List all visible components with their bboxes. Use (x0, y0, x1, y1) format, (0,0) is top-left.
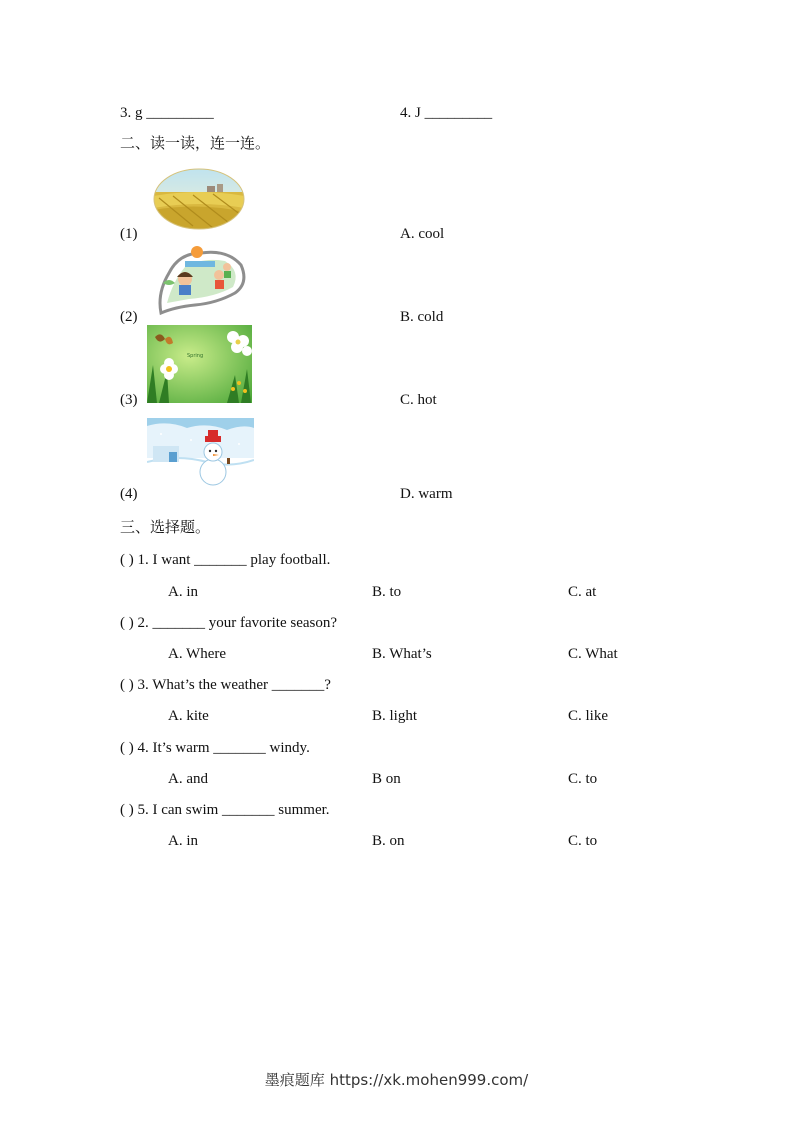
question-3-option-a: A. kite (168, 708, 209, 724)
item-1-num: (1) (120, 226, 138, 242)
option-a: A. cool (400, 226, 445, 242)
kids-playing-picture (155, 243, 247, 316)
field-picture (153, 168, 245, 230)
question-1-stem: ( ) 1. I want _______ play football. (120, 552, 331, 568)
question-5-option-b: B. on (372, 833, 405, 849)
snowman-picture (147, 418, 254, 494)
question-4-option-a: A. and (168, 771, 208, 787)
question-2-stem: ( ) 2. _______ your favorite season? (120, 615, 338, 631)
item-3-g: 3. g _________ (120, 105, 214, 121)
question-5-option-c: C. to (568, 833, 598, 849)
question-4-option-b: B on (372, 771, 401, 787)
footer-watermark: 墨痕题库 https://xk.mohen999.com/ (264, 1071, 529, 1089)
item-3-num: (3) (120, 392, 138, 408)
question-3-option-b: B. light (372, 708, 418, 724)
question-1-option-c: C. at (568, 584, 597, 600)
item-4-j: 4. J _________ (400, 105, 493, 121)
option-d: D. warm (400, 486, 453, 502)
question-4-stem: ( ) 4. It’s warm _______ windy. (120, 740, 310, 756)
spring-flowers-picture (147, 325, 252, 403)
question-2-option-b: B. What’s (372, 646, 432, 662)
question-4-option-c: C. to (568, 771, 598, 787)
question-2-option-c: C. What (568, 646, 618, 662)
section3-heading: 三、选择题。 (120, 520, 211, 536)
item-2-num: (2) (120, 309, 138, 325)
question-3-stem: ( ) 3. What’s the weather _______? (120, 677, 331, 693)
option-b: B. cold (400, 309, 444, 325)
question-2-option-a: A. Where (168, 646, 227, 662)
question-5-option-a: A. in (168, 833, 198, 849)
item-4-num: (4) (120, 486, 138, 502)
svg-text:Spring: Spring (187, 353, 204, 359)
option-c: C. hot (400, 392, 437, 408)
question-5-stem: ( ) 5. I can swim _______ summer. (120, 802, 330, 818)
question-1-option-a: A. in (168, 584, 198, 600)
question-1-option-b: B. to (372, 584, 402, 600)
question-3-option-c: C. like (568, 708, 608, 724)
section2-heading: 二、读一读，连一连。 (120, 136, 271, 152)
